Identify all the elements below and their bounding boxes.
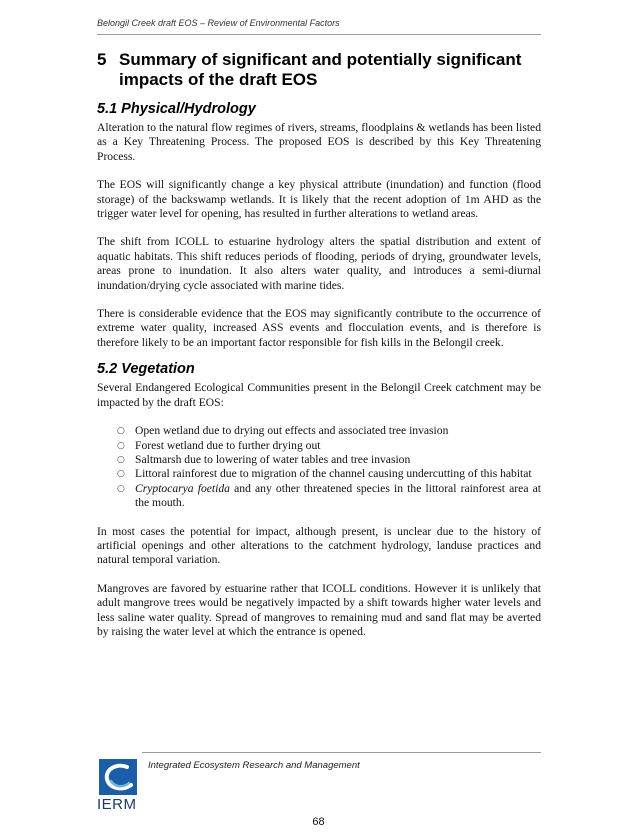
logo-text: IERM — [97, 796, 137, 813]
section-number: 5 — [97, 50, 107, 69]
section-title: Summary of significant and potentially significant impacts of the draft EOS — [119, 50, 522, 89]
list-item-text: Littoral rainforest due to migration of the channel causing undercutting of this habitat — [135, 467, 532, 481]
paragraph: Several Endangered Ecological Communities present in the Belongil Creek catchment may be impacted by the draft EOS: — [97, 381, 541, 409]
species-name: Cryptocarya foetida — [135, 481, 230, 495]
footer-organization: Integrated Ecosystem Research and Management — [148, 760, 360, 771]
paragraph: In most cases the potential for impact, although present, is unclear due to the history of artificial openings and other alterations to the catchment hydrology, landuse practices and natural temporal variation. — [97, 524, 541, 567]
section-heading — [97, 50, 541, 90]
running-header: Belongil Creek draft EOS – Review of Environmental Factors — [97, 18, 340, 28]
list-item-text: Open wetland due to drying out effects and associated tree invasion — [135, 424, 449, 438]
subsection-heading-vegetation: 5.2 Vegetation — [97, 361, 195, 378]
list-item-text: Forest wetland due to further drying out — [135, 438, 321, 452]
paragraph: There is considerable evidence that the EOS may significantly contribute to the occurrence of extreme water quality, increased ASS events and flocculation events, and is therefore is therefore likely to be an important factor responsible for fish kills in the Belongil creek. — [97, 307, 541, 349]
list-item — [117, 424, 541, 438]
list-item — [117, 439, 541, 453]
paragraph: The shift from ICOLL to estuarine hydrology alters the spatial distribution and extent of aquatic habitats. This shift reduces periods of flooding, periods of drying, groundwater levels, areas prone to inundation. It also alters water quality, and introduces a semi-diurnal inundation/drying cycle associated with marine tides. — [97, 235, 541, 292]
bullet-circle-icon: ○ — [117, 426, 125, 437]
list-item — [117, 467, 541, 481]
list-item-text: Saltmarsh due to lowering of water tables and tree invasion — [135, 452, 411, 466]
bullet-circle-icon: ○ — [117, 440, 125, 451]
page-content — [97, 46, 541, 653]
footer-divider — [142, 752, 541, 753]
list-item — [117, 453, 541, 467]
bullet-circle-icon: ○ — [117, 454, 125, 465]
list-item — [117, 482, 541, 511]
paragraph: Mangroves are favored by estuarine rather that ICOLL conditions. However it is unlikely that adult mangrove trees would be negatively impacted by a shift towards higher water levels and less saline water quality. Spread of mangroves to remaining mud and sand flat may be averted by raising the water level at which the entrance is opened. — [97, 581, 541, 638]
paragraph: The EOS will significantly change a key physical attribute (inundation) and function (flood storage) of the backswamp wetlands. It is likely that the recent adoption of 1m AHD as the trigger water level for opening, has resulted in further alterations to wetland areas. — [97, 178, 541, 221]
impact-list — [97, 424, 541, 510]
header-divider — [97, 34, 541, 35]
subsection-heading-physical-hydrology: 5.1 Physical/Hydrology — [97, 101, 256, 117]
bullet-circle-icon: ○ — [117, 483, 125, 494]
bullet-circle-icon: ○ — [117, 469, 125, 480]
paragraph: Alteration to the natural flow regimes of rivers, streams, floodplains & wetlands has been listed as a Key Threatening Process. The proposed EOS is described by this Key Threatening Process. — [97, 121, 541, 163]
page-number: 68 — [312, 816, 325, 828]
list-item-text: and any other threatened species in the littoral rainforest area at the mouth. — [135, 481, 541, 510]
